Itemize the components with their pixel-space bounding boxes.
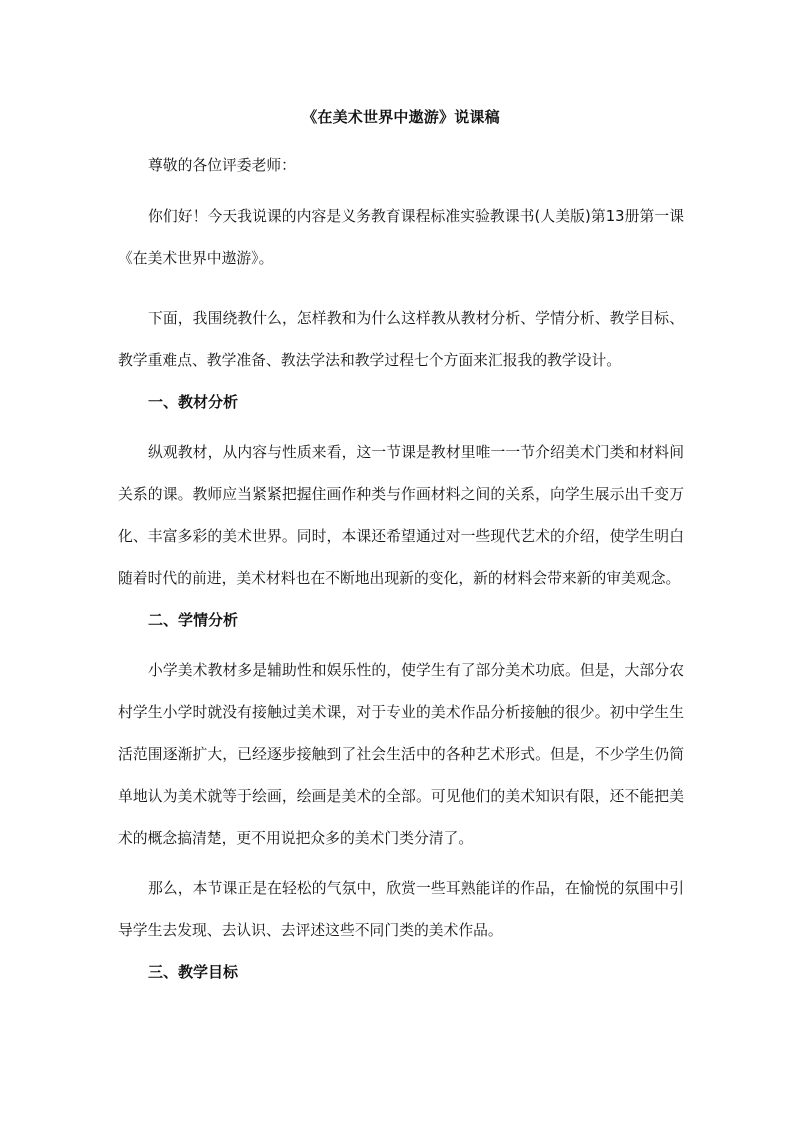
- intro-paragraph-2: 下面，我围绕教什么，怎样教和为什么这样教从教材分析、学情分析、教学目标、教学重难点、教学准备、教法学法和教学过程七个方面来汇报我的教学设计。: [118, 310, 684, 369]
- greeting-line: 尊敬的各位评委老师：: [148, 157, 296, 174]
- section-2-paragraph-1: 小学美术教材多是辅助性和娱乐性的，使学生有了部分美术功底。但是，大部分农村学生小学时就没有接触过美术课，对于专业的美术作品分析接触的很少。初中学生生活范围逐渐扩大，已经逐步接触到了社会生活中的各种艺术形式。但是，不少学生仍简单地认为美术就等于绘画，绘画是美术的全部。可见他们的美术知识有限，还不能把美术的概念搞清楚，更不用说把众多的美术门类分清了。: [118, 662, 684, 847]
- document-content: [118, 105, 684, 1002]
- section-1-heading: 一、教材分析: [148, 393, 239, 411]
- section-1-paragraph: 纵观教材，从内容与性质来看，这一节课是教材里唯一一节介绍美术门类和材料间关系的课。教师应当紧紧把握住画作种类与作画材料之间的关系，向学生展示出千变万化、丰富多彩的美术世界。同时，本课还希望通过对一些现代艺术的介绍，使学生明白随着时代的前进，美术材料也在不断地出现新的变化，新的材料会带来新的审美观念。: [118, 444, 684, 587]
- intro-paragraph-1: 你们好！今天我说课的内容是义务教育课程标准实验教课书(人美版)第13册第一课《在美术世界中遨游》。: [118, 208, 684, 267]
- section-3-heading: 三、教学目标: [148, 963, 239, 981]
- section-2-paragraph-2: 那么，本节课正是在轻松的气氛中，欣赏一些耳熟能详的作品，在愉悦的氛围中引导学生去发现、去认识、去评述这些不同门类的美术作品。: [118, 880, 684, 939]
- section-2-heading: 二、学情分析: [148, 611, 239, 629]
- document-title: 《在美术世界中遨游》说课稿: [302, 108, 500, 126]
